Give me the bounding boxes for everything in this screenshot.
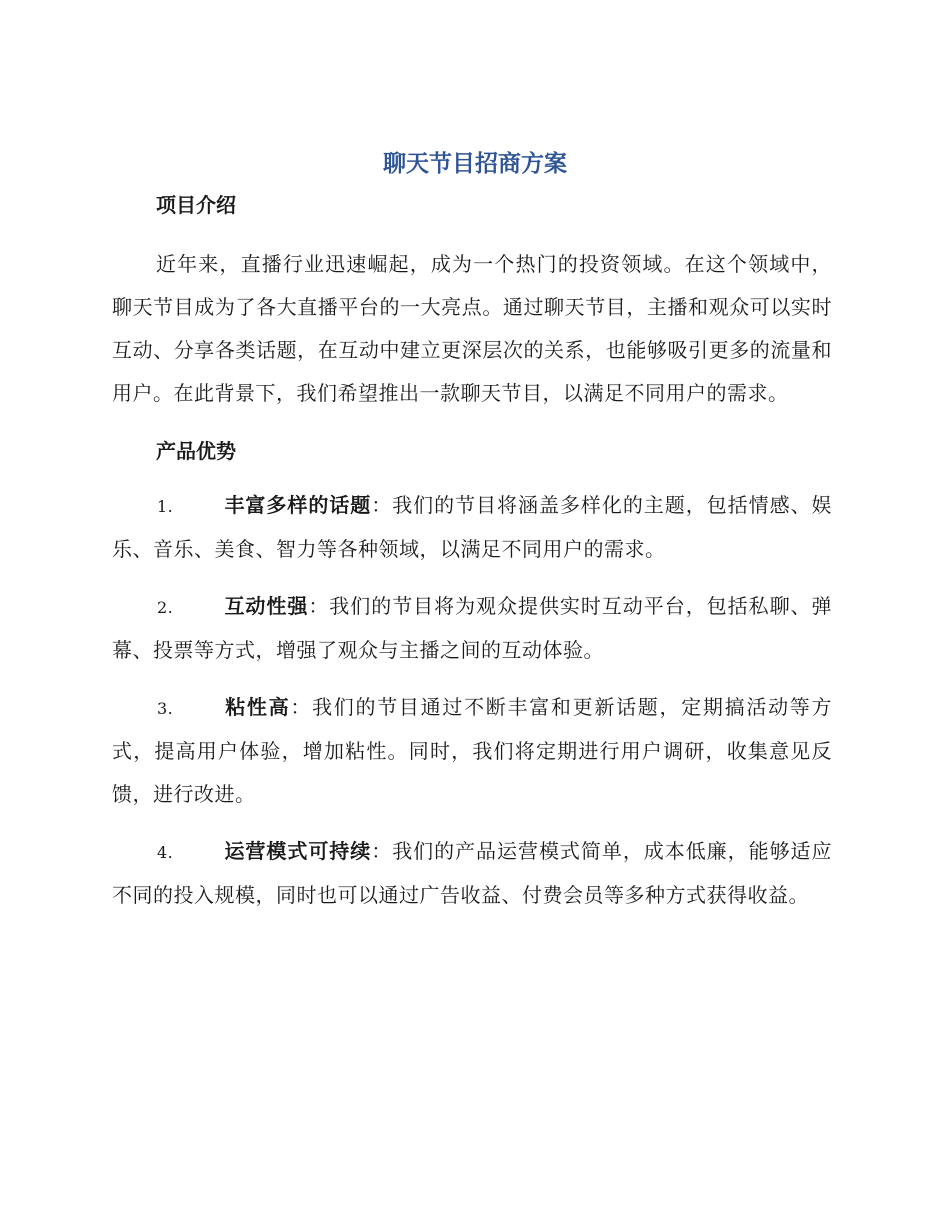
list-item-text: ：我们的节目将涵盖多样化的主题，包括情感、娱乐、音乐、美食、智力等各种领域，以满足不同用户的需求。 bbox=[112, 493, 833, 561]
document-title: 聊天节目招商方案 bbox=[383, 151, 567, 177]
list-item bbox=[112, 484, 832, 571]
section-heading-product-advantages: 产品优势 bbox=[156, 439, 236, 463]
intro-paragraph: 近年来，直播行业迅速崛起，成为一个热门的投资领域。在这个领域中，聊天节目成为了各大直播平台的一大亮点。通过聊天节目，主播和观众可以实时互动、分享各类话题，在互动中建立更深层次的关系，也能够吸引更多的流量和用户。在此背景下，我们希望推出一款聊天节目，以满足不同用户的需求。 bbox=[112, 252, 832, 405]
list-item-term: 丰富多样的话题 bbox=[224, 493, 372, 517]
section-heading-project-intro: 项目介绍 bbox=[156, 193, 236, 217]
list-item-term: 粘性高 bbox=[224, 695, 291, 719]
list-item bbox=[112, 686, 832, 816]
list-item-number: 4. bbox=[157, 843, 174, 862]
list-item-text: ：我们的节目将为观众提供实时互动平台，包括私聊、弹幕、投票等方式，增强了观众与主播之间的互动体验。 bbox=[112, 594, 833, 662]
list-item-term: 互动性强 bbox=[224, 594, 309, 618]
list-item bbox=[112, 830, 832, 917]
list-item-term: 运营模式可持续 bbox=[224, 839, 372, 863]
list-item-number: 2. bbox=[157, 598, 174, 617]
document-body bbox=[112, 188, 832, 917]
list-item-number: 1. bbox=[157, 497, 174, 516]
list-item-text: ：我们的节目通过不断丰富和更新话题，定期搞活动等方式，提高用户体验，增加粘性。同时，我们将定期进行用户调研，收集意见反馈，进行改进。 bbox=[112, 695, 833, 806]
list-item-number: 3. bbox=[157, 699, 174, 718]
list-item bbox=[112, 585, 832, 672]
list-item-text: ：我们的产品运营模式简单，成本低廉，能够适应不同的投入规模，同时也可以通过广告收益、付费会员等多种方式获得收益。 bbox=[112, 839, 833, 907]
